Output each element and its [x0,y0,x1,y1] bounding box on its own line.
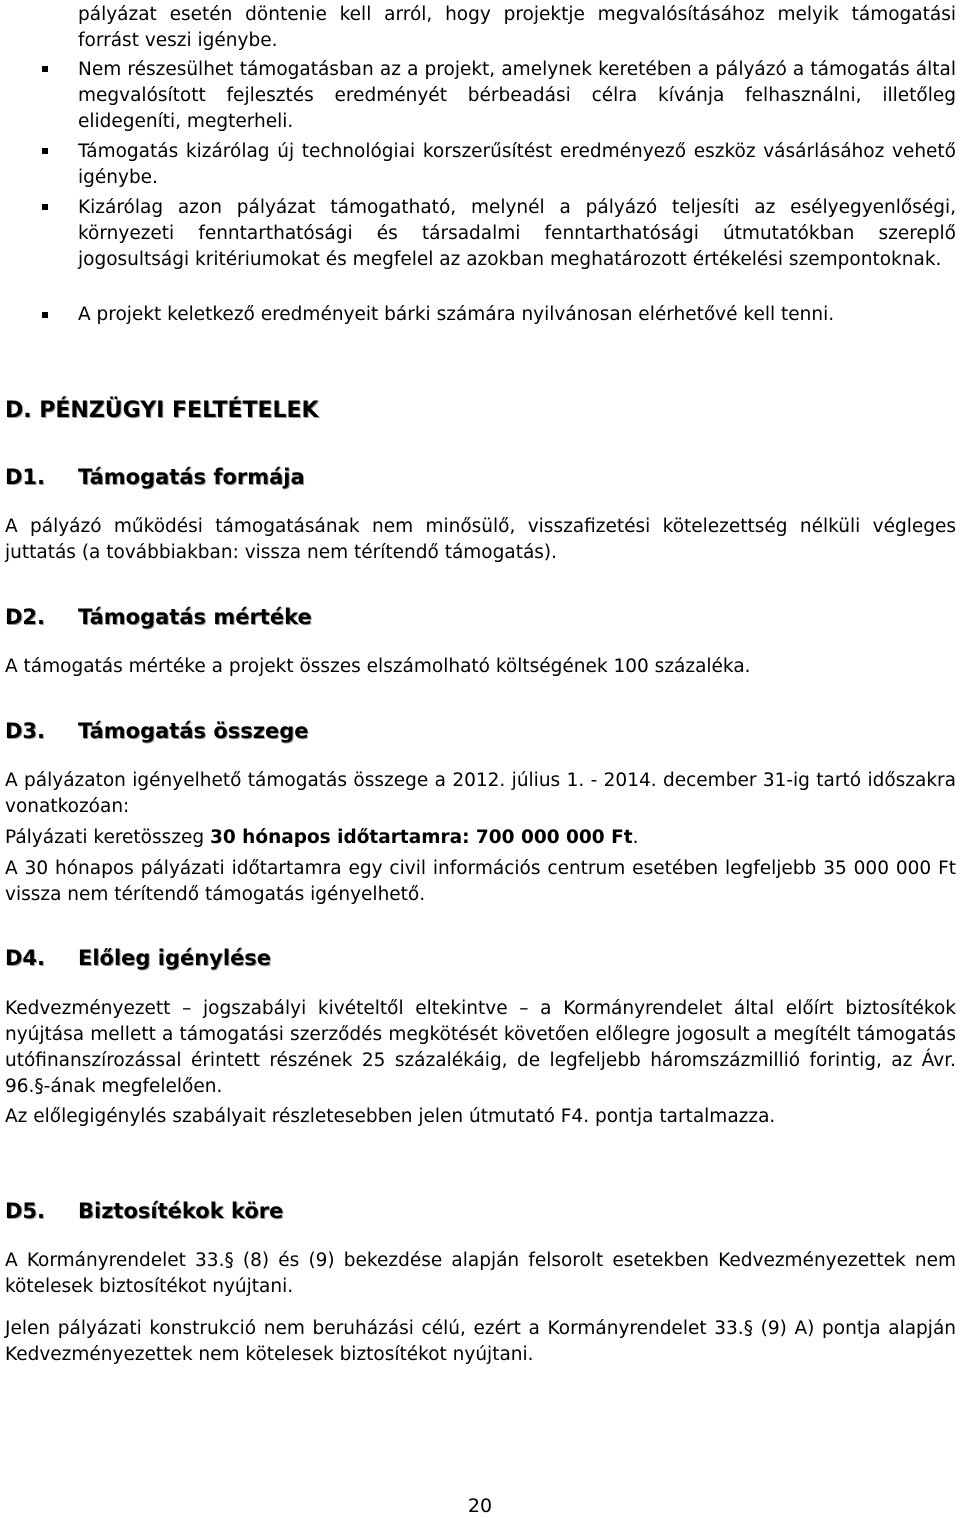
budget-suffix: . [632,827,639,848]
bullet-marker [42,148,48,154]
section-heading-d1 [5,464,305,490]
bullet-item: A projekt keletkező eredményeit bárki számára nyilvánosan elérhetővé kell tenni. [78,304,835,325]
page-number: 20 [467,1495,493,1517]
section-heading-d3 [5,718,309,744]
section-title: D. PÉNZÜGYI FELTÉTELEK [5,398,319,423]
section-number: D5. [5,1199,46,1223]
section-heading-d2 [5,604,312,630]
bullet-marker [42,66,48,72]
bullet-item: Nem részesülhet támogatásban az a projekt, amelynek keretében a pályázó a támogatás által megvalósított fejlesztés eredményét bérbeadási célra kívánja felhasználni, illetőleg elidegeníti, megterheli. [78,59,956,132]
section-heading-d5 [5,1198,283,1224]
section-number: D1. [5,465,46,489]
bullet-item: Támogatás kizárólag új technológiai korszerűsítést eredményező eszköz vásárlásához vehető igénybe. [78,141,956,188]
paragraph: Kedvezményezett – jogszabályi kivételtől eltekintve – a Kormányrendelet által előírt biztosítékok nyújtása mellett a támogatási szerződés megkötését követően előlegre jogosult a megítélt támogatás utófinanszírozással érintett részének 25 százalékáig, de legfeljebb háromszázmillió forintig, az Ávr. 96.§-ának megfelelően. [5,998,956,1097]
section-number: D3. [5,719,46,743]
paragraph: A Kormányrendelet 33.§ (8) és (9) bekezdése alapján felsorolt esetekben Kedvezményezettek nem kötelesek biztosítékot nyújtani. [5,1250,956,1297]
section-heading-text: Támogatás mértéke [78,605,312,629]
section-heading-d4 [5,945,271,971]
paragraph: A támogatás mértéke a projekt összes elszámolható költségének 100 százaléka. [5,656,751,677]
budget-prefix: Pályázati keretösszeg [5,827,210,848]
paragraph: A pályázaton igényelhető támogatás összege a 2012. július 1. - 2014. december 31-ig tartó időszakra vonatkozóan: [5,770,956,817]
paragraph: A 30 hónapos pályázati időtartamra egy civil információs centrum esetében legfeljebb 35 000 000 Ft vissza nem térítendő támogatás igényelhető. [5,858,956,905]
paragraph: A pályázó működési támogatásának nem minősülő, visszafizetési kötelezettség nélküli végleges juttatás (a továbbiakban: vissza nem térítendő támogatás). [5,516,956,563]
section-number: D4. [5,946,46,970]
bullet-item: Kizárólag azon pályázat támogatható, melynél a pályázó teljesíti az esélyegyenlőségi, környezeti fenntarthatósági és társadalmi fenntarthatósági útmutatókban szereplő jogosultsági kritériumokat és megfelel az azokban meghatározott értékelési szempontoknak. [78,197,956,270]
paragraph: Jelen pályázati konstrukció nem beruházási célú, ezért a Kormányrendelet 33.§ (9) A) pontja alapján Kedvezményezettek nem kötelesek biztosítékot nyújtani. [5,1318,956,1365]
budget-line [5,825,956,851]
section-heading-text: Biztosítékok köre [78,1199,284,1223]
budget-amount: 30 hónapos időtartamra: 700 000 000 Ft [210,827,633,848]
bullet-marker [42,204,48,210]
section-heading-text: Előleg igénylése [78,946,272,970]
bullet-continuation: pályázat esetén döntenie kell arról, hogy projektje megvalósításához melyik támogatási forrást veszi igénybe. [78,4,956,51]
section-number: D2. [5,605,46,629]
bullet-marker [42,312,48,318]
section-heading-text: Támogatás formája [78,465,305,489]
section-heading-text: Támogatás összege [78,719,309,743]
paragraph: Az előlegigénylés szabályait részletesebben jelen útmutató F4. pontja tartalmazza. [5,1106,776,1127]
